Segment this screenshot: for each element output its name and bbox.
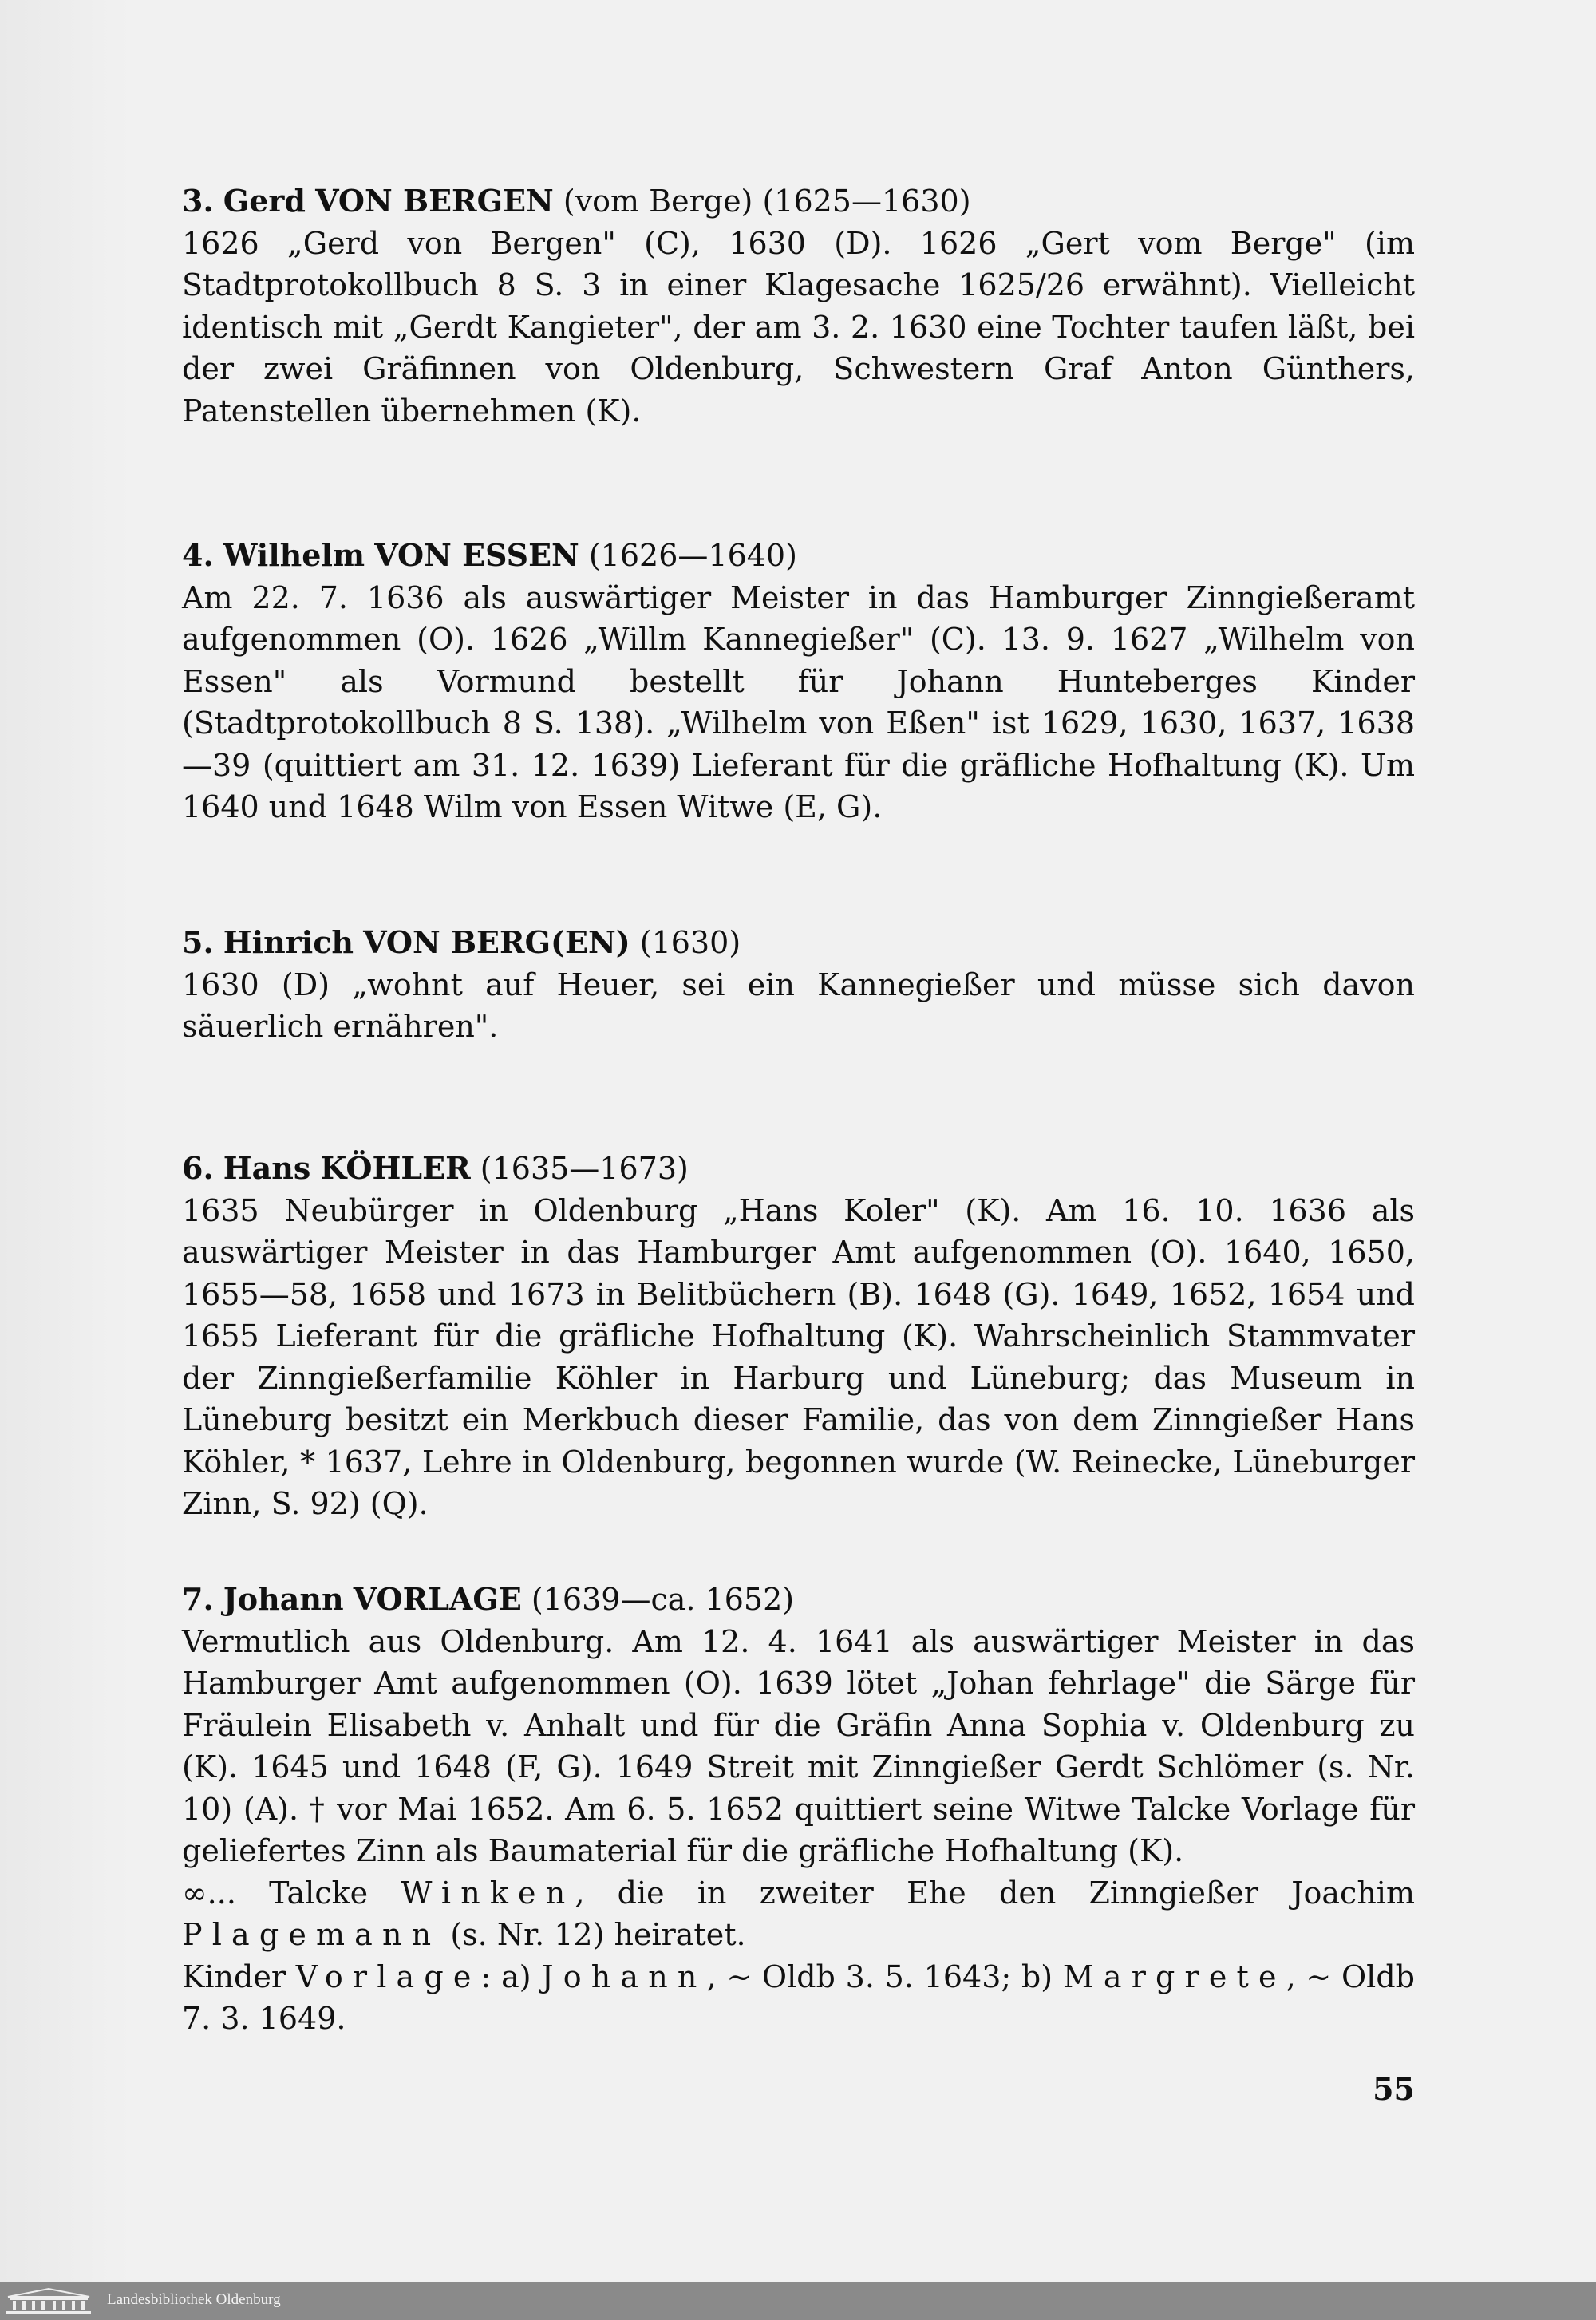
footer-bar: [0, 2282, 1596, 2320]
entry-heading: [182, 180, 1415, 223]
children-surname: Vorlage: [295, 1958, 481, 1994]
marriage-text: , die in zweiter Ehe den Zinngießer Joachim: [575, 1875, 1415, 1911]
entry-surname: VORLAGE: [353, 1581, 522, 1617]
entry-dates: (1626—1640): [579, 538, 797, 573]
child-name-johann: Johann: [541, 1958, 707, 1994]
entry-number: 3.: [182, 183, 214, 219]
entry-first-name: Hinrich: [223, 924, 354, 960]
entry-6: [182, 1148, 1415, 1525]
entry-text: Am 22. 7. 1636 als auswärtiger Meister in das Hamburger Zinngießeramt aufgenommen (O). 1626 „Willm Kannegießer" (C). 13. 9. 1627 „Wilhelm von Essen" als Vormund bestellt für Johann Hunteberges Kinder (Stadtprotokollbuch 8 S. 138). „Wilhelm von Eßen" ist 1629, 1630, 1637, 1638—39 (quittiert am 31. 12. 1639) Lieferant für die gräfliche Hofhaltung (K). Um 1640 und 1648 Wilm von Essen Witwe (E, G).: [182, 579, 1415, 824]
entry-dates: (1639—ca. 1652): [521, 1582, 795, 1617]
entry-heading: [182, 1579, 1415, 1621]
marriage-text: ... Talcke: [207, 1875, 401, 1911]
page-gutter-shadow: [0, 0, 132, 2282]
spouse-name: Winken: [401, 1875, 575, 1911]
entry-surname: VON BERG(EN): [363, 924, 630, 960]
children-text: , ~ Oldb 7. 3. 1649.: [182, 1958, 1415, 2036]
entry-number: 7.: [182, 1581, 214, 1617]
entry-surname: VON ESSEN: [374, 537, 579, 573]
library-building-icon: [5, 2287, 93, 2316]
entry-first-name: Wilhelm: [223, 537, 365, 573]
entry-dates: (1630): [630, 925, 741, 960]
entry-dates: (1635—1673): [470, 1151, 689, 1186]
entry-5: [182, 922, 1415, 1048]
marriage-text: (s. Nr. 12) heiratet.: [440, 1917, 746, 1952]
entry-3: [182, 180, 1415, 432]
entry-heading: [182, 535, 1415, 577]
entry-first-name: Johann: [223, 1581, 344, 1617]
second-husband-name: Plagemann: [182, 1917, 441, 1952]
page-number: 55: [1373, 2071, 1415, 2107]
entry-number: 6.: [182, 1150, 214, 1186]
entry-first-name: Gerd: [223, 183, 306, 219]
entry-surname: VON BERGEN: [315, 183, 554, 219]
library-name: Landesbibliothek Oldenburg: [107, 2291, 281, 2308]
child-name-margrete: Margrete: [1062, 1958, 1286, 1994]
children-line: [182, 1956, 1415, 2040]
entry-4: [182, 535, 1415, 828]
marriage-symbol: ∞: [182, 1875, 207, 1911]
entry-text: 1630 (D) „wohnt auf Heuer, sei ein Kannegießer und müsse sich davon säuerlich ernähren".: [182, 966, 1415, 1044]
entry-text: 1626 „Gerd von Bergen" (C), 1630 (D). 1626 „Gert vom Berge" (im Stadtprotokollbuch 8 S. 3 in einer Klagesache 1625/26 erwähnt). Vielleicht identisch mit „Gerdt Kangieter", der am 3. 2. 1630 eine Tochter taufen läßt, bei der zwei Gräfinnen von Oldenburg, Schwestern Graf Anton Günthers, Patenstellen übernehmen (K).: [182, 225, 1415, 429]
entry-text: Vermutlich aus Oldenburg. Am 12. 4. 1641 als auswärtiger Meister in das Hamburger Amt aufgenommen (O). 1639 lötet „Johan fehrlage" die Särge für Fräulein Elisabeth v. Anhalt und für die Gräfin Anna Sophia v. Oldenburg zu (K). 1645 und 1648 (F, G). 1649 Streit mit Zinngießer Gerdt Schlömer (s. Nr. 10) (A). † vor Mai 1652. Am 6. 5. 1652 quittiert seine Witwe Talcke Vorlage für geliefertes Zinn als Baumaterial für die gräfliche Hofhaltung (K).: [182, 1623, 1415, 1868]
marriage-line: [182, 1872, 1415, 1956]
entry-number: 4.: [182, 537, 214, 573]
entry-text: 1635 Neubürger in Oldenburg „Hans Koler" (K). Am 16. 10. 1636 als auswärtiger Meister in das Hamburger Amt aufgenommen (O). 1640, 1650, 1655—58, 1658 und 1673 in Belitbüchern (B). 1648 (G). 1649, 1652, 1654 und 1655 Lieferant für die gräfliche Hofhaltung (K). Wahrscheinlich Stammvater der Zinngießerfamilie Köhler in Harburg und Lüneburg; das Museum in Lüneburg besitzt ein Merkbuch dieser Familie, das von dem Zinngießer Hans Köhler, * 1637, Lehre in Oldenburg, begonnen wurde (W. Reinecke, Lüneburger Zinn, S. 92) (Q).: [182, 1192, 1415, 1521]
entry-first-name: Hans: [223, 1150, 311, 1186]
entry-heading: [182, 922, 1415, 964]
children-text: , ~ Oldb 3. 5. 1643; b): [706, 1958, 1063, 1994]
entry-number: 5.: [182, 924, 214, 960]
entry-heading: [182, 1148, 1415, 1190]
entry-dates: (vom Berge) (1625—1630): [553, 184, 971, 219]
entry-7: [182, 1579, 1415, 2040]
children-text: Kinder: [182, 1958, 296, 1994]
entry-surname: KÖHLER: [320, 1150, 471, 1186]
children-text: : a): [480, 1958, 542, 1994]
